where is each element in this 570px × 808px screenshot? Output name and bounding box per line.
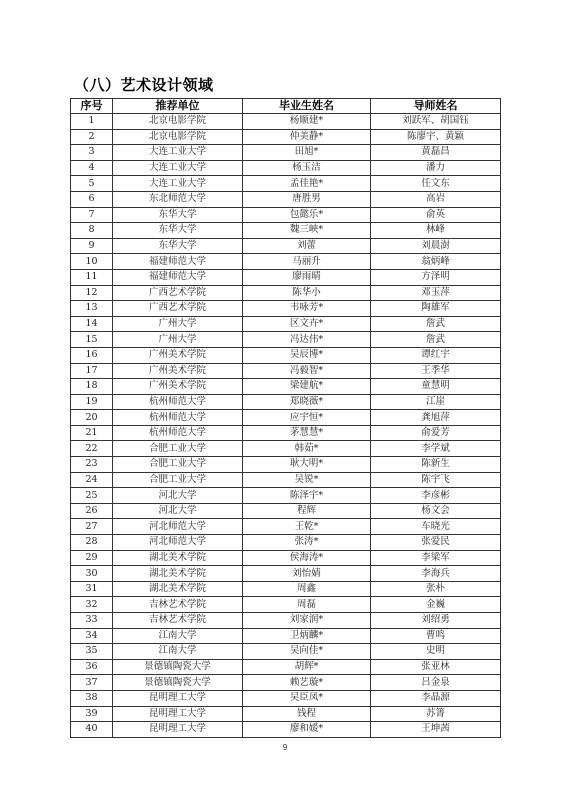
table-row bbox=[71, 722, 501, 738]
header-advisor-name: 导师姓名 bbox=[371, 99, 501, 114]
cell-index: 13 bbox=[71, 301, 113, 317]
cell-advisor-name: 张爱民 bbox=[371, 535, 501, 551]
table-row bbox=[71, 690, 501, 706]
cell-index: 15 bbox=[71, 332, 113, 348]
cell-index: 17 bbox=[71, 363, 113, 379]
cell-graduate-name: 侯海涛* bbox=[243, 550, 371, 566]
table-row bbox=[71, 332, 501, 348]
cell-index: 6 bbox=[71, 191, 113, 207]
cell-recommending-unit: 河北师范大学 bbox=[113, 535, 243, 551]
cell-index: 21 bbox=[71, 425, 113, 441]
cell-graduate-name: 吴臣凤* bbox=[243, 690, 371, 706]
cell-recommending-unit: 杭州师范大学 bbox=[113, 410, 243, 426]
cell-recommending-unit: 合肥工业大学 bbox=[113, 472, 243, 488]
graduates-table bbox=[70, 98, 501, 738]
table-row bbox=[71, 644, 501, 660]
table-row bbox=[71, 519, 501, 535]
cell-advisor-name: 龚旭萍 bbox=[371, 410, 501, 426]
cell-index: 2 bbox=[71, 129, 113, 145]
table-row bbox=[71, 441, 501, 457]
cell-advisor-name: 翁炳峰 bbox=[371, 254, 501, 270]
cell-advisor-name: 李学斌 bbox=[371, 441, 501, 457]
cell-recommending-unit: 昆明理工大学 bbox=[113, 722, 243, 738]
table-row bbox=[71, 223, 501, 239]
cell-graduate-name: 杨玉洁 bbox=[243, 160, 371, 176]
table-row bbox=[71, 176, 501, 192]
table-row bbox=[71, 145, 501, 161]
cell-recommending-unit: 杭州师范大学 bbox=[113, 425, 243, 441]
cell-advisor-name: 李海兵 bbox=[371, 566, 501, 582]
cell-advisor-name: 方泽明 bbox=[371, 269, 501, 285]
table-row bbox=[71, 379, 501, 395]
cell-recommending-unit: 吉林艺术学院 bbox=[113, 597, 243, 613]
table-row bbox=[71, 347, 501, 363]
cell-graduate-name: 马丽升 bbox=[243, 254, 371, 270]
cell-index: 27 bbox=[71, 519, 113, 535]
cell-advisor-name: 刘晨澍 bbox=[371, 238, 501, 254]
cell-graduate-name: 冯毅智* bbox=[243, 363, 371, 379]
table-row bbox=[71, 706, 501, 722]
header-index: 序号 bbox=[71, 99, 113, 114]
table-row bbox=[71, 535, 501, 551]
cell-graduate-name: 包懿乐* bbox=[243, 207, 371, 223]
cell-graduate-name: 周鑫 bbox=[243, 581, 371, 597]
cell-graduate-name: 吴向佳* bbox=[243, 644, 371, 660]
cell-advisor-name: 童慧明 bbox=[371, 379, 501, 395]
table-row bbox=[71, 129, 501, 145]
cell-recommending-unit: 江南大学 bbox=[113, 628, 243, 644]
cell-index: 36 bbox=[71, 659, 113, 675]
cell-index: 24 bbox=[71, 472, 113, 488]
table-row bbox=[71, 581, 501, 597]
table-row bbox=[71, 238, 501, 254]
cell-index: 33 bbox=[71, 613, 113, 629]
header-recommending-unit: 推荐单位 bbox=[113, 99, 243, 114]
cell-index: 14 bbox=[71, 316, 113, 332]
cell-recommending-unit: 大连工业大学 bbox=[113, 145, 243, 161]
cell-advisor-name: 李彦彬 bbox=[371, 488, 501, 504]
cell-advisor-name: 潘力 bbox=[371, 160, 501, 176]
cell-index: 28 bbox=[71, 535, 113, 551]
cell-graduate-name: 韦咏芳* bbox=[243, 301, 371, 317]
cell-advisor-name: 江崖 bbox=[371, 394, 501, 410]
cell-graduate-name: 仲美静* bbox=[243, 129, 371, 145]
cell-index: 16 bbox=[71, 347, 113, 363]
cell-recommending-unit: 广西艺术学院 bbox=[113, 285, 243, 301]
cell-advisor-name: 陈廖宇、黄颖 bbox=[371, 129, 501, 145]
cell-recommending-unit: 东华大学 bbox=[113, 207, 243, 223]
cell-recommending-unit: 吉林艺术学院 bbox=[113, 613, 243, 629]
cell-graduate-name: 郑晓薇* bbox=[243, 394, 371, 410]
cell-advisor-name: 张亚林 bbox=[371, 659, 501, 675]
cell-advisor-name: 詹武 bbox=[371, 332, 501, 348]
cell-graduate-name: 王乾* bbox=[243, 519, 371, 535]
cell-advisor-name: 俞英 bbox=[371, 207, 501, 223]
page-number: 9 bbox=[282, 743, 288, 752]
cell-recommending-unit: 广州大学 bbox=[113, 332, 243, 348]
cell-index: 40 bbox=[71, 722, 113, 738]
cell-graduate-name: 周磊 bbox=[243, 597, 371, 613]
cell-advisor-name: 张朴 bbox=[371, 581, 501, 597]
table-row bbox=[71, 301, 501, 317]
cell-graduate-name: 梁建航* bbox=[243, 379, 371, 395]
cell-graduate-name: 韩茹* bbox=[243, 441, 371, 457]
table-row bbox=[71, 269, 501, 285]
table-row bbox=[71, 191, 501, 207]
cell-advisor-name: 陈宇飞 bbox=[371, 472, 501, 488]
cell-recommending-unit: 福建师范大学 bbox=[113, 254, 243, 270]
cell-index: 19 bbox=[71, 394, 113, 410]
table-row bbox=[71, 114, 501, 130]
table-row bbox=[71, 675, 501, 691]
cell-index: 1 bbox=[71, 114, 113, 130]
cell-index: 37 bbox=[71, 675, 113, 691]
cell-graduate-name: 张涛* bbox=[243, 535, 371, 551]
cell-advisor-name: 黄磊昌 bbox=[371, 145, 501, 161]
cell-index: 20 bbox=[71, 410, 113, 426]
cell-graduate-name: 孟佳艳* bbox=[243, 176, 371, 192]
table-row bbox=[71, 566, 501, 582]
table-row bbox=[71, 488, 501, 504]
cell-graduate-name: 胡辉* bbox=[243, 659, 371, 675]
cell-index: 32 bbox=[71, 597, 113, 613]
cell-recommending-unit: 广州美术学院 bbox=[113, 363, 243, 379]
cell-advisor-name: 王季华 bbox=[371, 363, 501, 379]
cell-recommending-unit: 昆明理工大学 bbox=[113, 690, 243, 706]
cell-recommending-unit: 湖北美术学院 bbox=[113, 566, 243, 582]
cell-advisor-name: 曹鸣 bbox=[371, 628, 501, 644]
cell-graduate-name: 刘怡婧 bbox=[243, 566, 371, 582]
table-body bbox=[71, 114, 501, 738]
cell-advisor-name: 詹武 bbox=[371, 316, 501, 332]
cell-graduate-name: 钱程 bbox=[243, 706, 371, 722]
graduates-table-container bbox=[70, 98, 500, 738]
cell-advisor-name: 金巍 bbox=[371, 597, 501, 613]
cell-index: 31 bbox=[71, 581, 113, 597]
cell-recommending-unit: 昆明理工大学 bbox=[113, 706, 243, 722]
cell-index: 34 bbox=[71, 628, 113, 644]
cell-index: 26 bbox=[71, 503, 113, 519]
cell-index: 29 bbox=[71, 550, 113, 566]
cell-recommending-unit: 杭州师范大学 bbox=[113, 394, 243, 410]
cell-index: 23 bbox=[71, 457, 113, 473]
section-title: （八）艺术设计领域 bbox=[74, 76, 214, 94]
cell-graduate-name: 刘家润* bbox=[243, 613, 371, 629]
cell-graduate-name: 吴锐* bbox=[243, 472, 371, 488]
table-row bbox=[71, 394, 501, 410]
table-row bbox=[71, 363, 501, 379]
cell-graduate-name: 刘蕾 bbox=[243, 238, 371, 254]
table-row bbox=[71, 659, 501, 675]
cell-advisor-name: 刘跃军、胡国钰 bbox=[371, 114, 501, 130]
cell-graduate-name: 程辉 bbox=[243, 503, 371, 519]
cell-advisor-name: 苏箐 bbox=[371, 706, 501, 722]
cell-recommending-unit: 东华大学 bbox=[113, 238, 243, 254]
table-row bbox=[71, 254, 501, 270]
cell-index: 9 bbox=[71, 238, 113, 254]
cell-advisor-name: 车晓光 bbox=[371, 519, 501, 535]
table-row bbox=[71, 503, 501, 519]
cell-advisor-name: 李晶源 bbox=[371, 690, 501, 706]
table-row bbox=[71, 472, 501, 488]
cell-advisor-name: 李梁军 bbox=[371, 550, 501, 566]
table-row bbox=[71, 597, 501, 613]
cell-recommending-unit: 大连工业大学 bbox=[113, 176, 243, 192]
cell-recommending-unit: 东北师范大学 bbox=[113, 191, 243, 207]
cell-advisor-name: 谭红宇 bbox=[371, 347, 501, 363]
cell-graduate-name: 赖艺璇* bbox=[243, 675, 371, 691]
cell-recommending-unit: 河北师范大学 bbox=[113, 519, 243, 535]
table-row bbox=[71, 628, 501, 644]
cell-recommending-unit: 景德镇陶瓷大学 bbox=[113, 675, 243, 691]
cell-index: 12 bbox=[71, 285, 113, 301]
cell-graduate-name: 耿大明* bbox=[243, 457, 371, 473]
cell-recommending-unit: 广州美术学院 bbox=[113, 347, 243, 363]
cell-graduate-name: 廖雨晴 bbox=[243, 269, 371, 285]
cell-graduate-name: 卫炳麟* bbox=[243, 628, 371, 644]
cell-recommending-unit: 合肥工业大学 bbox=[113, 441, 243, 457]
cell-advisor-name: 王坤茜 bbox=[371, 722, 501, 738]
table-row bbox=[71, 613, 501, 629]
cell-index: 22 bbox=[71, 441, 113, 457]
cell-recommending-unit: 合肥工业大学 bbox=[113, 457, 243, 473]
cell-index: 25 bbox=[71, 488, 113, 504]
cell-advisor-name: 杨文会 bbox=[371, 503, 501, 519]
cell-recommending-unit: 河北大学 bbox=[113, 488, 243, 504]
cell-advisor-name: 陶雄军 bbox=[371, 301, 501, 317]
cell-graduate-name: 廖和媛* bbox=[243, 722, 371, 738]
cell-graduate-name: 应宇恒* bbox=[243, 410, 371, 426]
cell-advisor-name: 刘绍勇 bbox=[371, 613, 501, 629]
cell-advisor-name: 史明 bbox=[371, 644, 501, 660]
cell-index: 4 bbox=[71, 160, 113, 176]
cell-index: 7 bbox=[71, 207, 113, 223]
cell-recommending-unit: 广州大学 bbox=[113, 316, 243, 332]
cell-graduate-name: 杨顺建* bbox=[243, 114, 371, 130]
cell-advisor-name: 林峰 bbox=[371, 223, 501, 239]
table-row bbox=[71, 457, 501, 473]
cell-index: 39 bbox=[71, 706, 113, 722]
cell-index: 8 bbox=[71, 223, 113, 239]
cell-recommending-unit: 福建师范大学 bbox=[113, 269, 243, 285]
cell-recommending-unit: 江南大学 bbox=[113, 644, 243, 660]
cell-graduate-name: 陈泽宇* bbox=[243, 488, 371, 504]
cell-index: 11 bbox=[71, 269, 113, 285]
table-row bbox=[71, 550, 501, 566]
table-row bbox=[71, 207, 501, 223]
cell-index: 30 bbox=[71, 566, 113, 582]
cell-graduate-name: 魏三峡* bbox=[243, 223, 371, 239]
cell-graduate-name: 吴辰博* bbox=[243, 347, 371, 363]
table-row bbox=[71, 316, 501, 332]
header-graduate-name: 毕业生姓名 bbox=[243, 99, 371, 114]
cell-recommending-unit: 东华大学 bbox=[113, 223, 243, 239]
cell-graduate-name: 区文卉* bbox=[243, 316, 371, 332]
cell-graduate-name: 茅慧慧* bbox=[243, 425, 371, 441]
cell-recommending-unit: 大连工业大学 bbox=[113, 160, 243, 176]
cell-recommending-unit: 广州美术学院 bbox=[113, 379, 243, 395]
table-row bbox=[71, 160, 501, 176]
cell-recommending-unit: 广西艺术学院 bbox=[113, 301, 243, 317]
cell-recommending-unit: 湖北美术学院 bbox=[113, 581, 243, 597]
cell-advisor-name: 俞爱芳 bbox=[371, 425, 501, 441]
cell-recommending-unit: 河北大学 bbox=[113, 503, 243, 519]
cell-advisor-name: 邓玉萍 bbox=[371, 285, 501, 301]
cell-advisor-name: 吕金泉 bbox=[371, 675, 501, 691]
cell-graduate-name: 唐胜男 bbox=[243, 191, 371, 207]
cell-advisor-name: 高岩 bbox=[371, 191, 501, 207]
cell-recommending-unit: 北京电影学院 bbox=[113, 114, 243, 130]
cell-graduate-name: 陈华小 bbox=[243, 285, 371, 301]
cell-index: 35 bbox=[71, 644, 113, 660]
cell-index: 18 bbox=[71, 379, 113, 395]
cell-recommending-unit: 湖北美术学院 bbox=[113, 550, 243, 566]
cell-index: 38 bbox=[71, 690, 113, 706]
table-row bbox=[71, 285, 501, 301]
table-row bbox=[71, 425, 501, 441]
cell-index: 10 bbox=[71, 254, 113, 270]
cell-advisor-name: 任文东 bbox=[371, 176, 501, 192]
cell-index: 3 bbox=[71, 145, 113, 161]
cell-recommending-unit: 景德镇陶瓷大学 bbox=[113, 659, 243, 675]
cell-graduate-name: 田旭* bbox=[243, 145, 371, 161]
table-row bbox=[71, 410, 501, 426]
cell-graduate-name: 冯达伟* bbox=[243, 332, 371, 348]
cell-recommending-unit: 北京电影学院 bbox=[113, 129, 243, 145]
table-header-row bbox=[71, 99, 501, 114]
cell-index: 5 bbox=[71, 176, 113, 192]
cell-advisor-name: 陈新生 bbox=[371, 457, 501, 473]
